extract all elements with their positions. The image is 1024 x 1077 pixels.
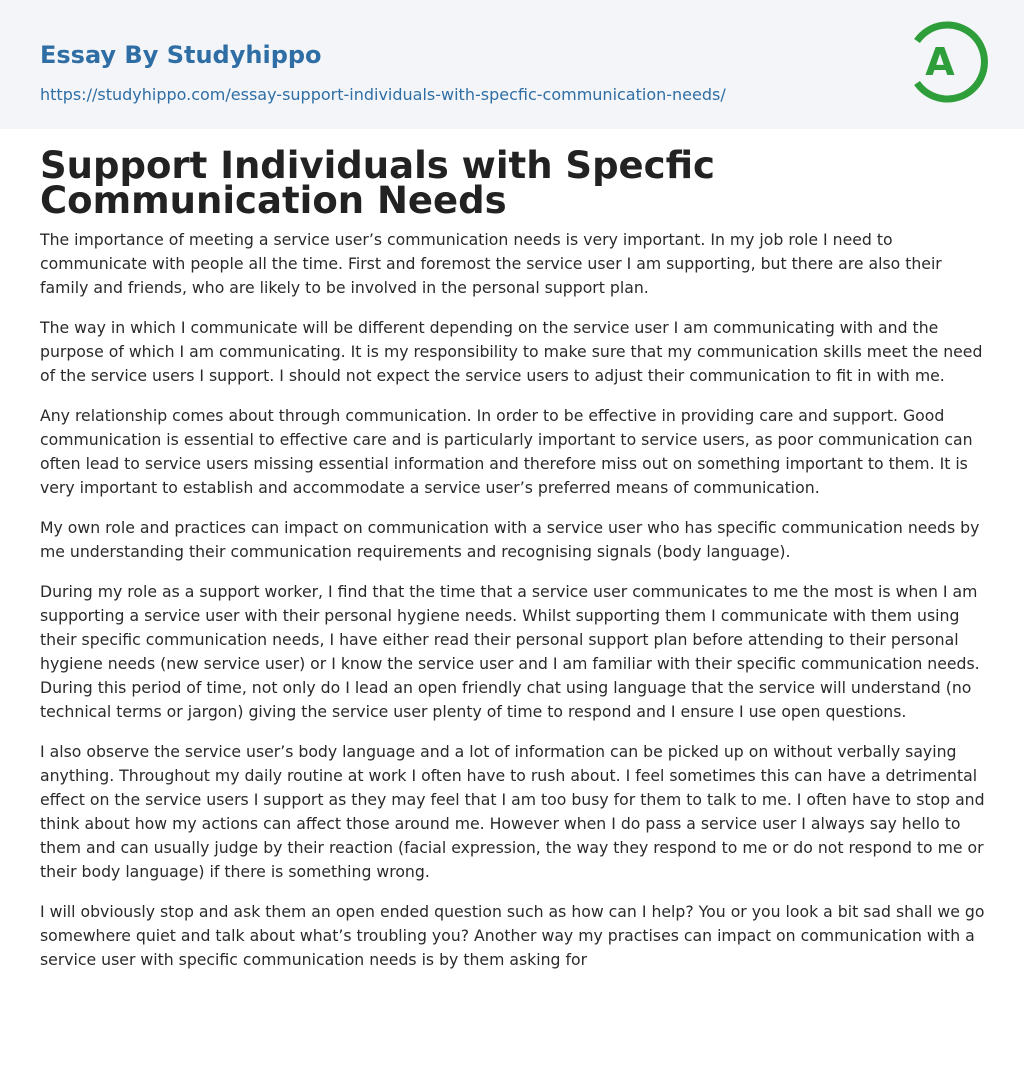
studyhippo-logo[interactable] [910, 18, 988, 106]
article-paragraph: The way in which I communicate will be different depending on the service user I am communicating with and the purpose of which I am communicating. It is my responsibility to make sure that my communication skills meet the need of the service users I support. I should not expect the service users to adjust their communication to fit in with me. [40, 318, 983, 385]
article-title: Support Individuals with Specfic Communication Needs [40, 144, 715, 222]
site-brand[interactable]: Essay By Studyhippo [40, 41, 322, 69]
article-paragraph: My own role and practices can impact on communication with a service user who has specific communication needs by me understanding their communication requirements and recognising signals (body language). [40, 518, 980, 561]
article-paragraph: During my role as a support worker, I find that the time that a service user communicates to me the most is when I am supporting a service user with their personal hygiene needs. Whilst supporting them I communicate with them using their specific communication needs, I have either read their personal support plan before attending to their personal hygiene needs (new service user) or I know the service user and I am familiar with their specific communication needs. During this period of time, not only do I lead an open friendly chat using language that the service will understand (no technical terms or jargon) giving the service user plenty of time to respond and I ensure I use open questions. [40, 582, 980, 721]
article-paragraph: I also observe the service user’s body language and a lot of information can be picked up on without verbally saying anything. Throughout my daily routine at work I often have to rush about. I feel sometimes this can have a detrimental effect on the service users I support as they may feel that I am too busy for them to talk to me. I often have to stop and think about how my actions can affect those around me. However when I do pass a service user I always say hello to them and can usually judge by their reaction (facial expression, the way they respond to me or do not respond to me or their body language) if there is something wrong. [40, 742, 985, 881]
site-header [0, 0, 1024, 129]
article-body [40, 228, 985, 988]
article-paragraph: The importance of meeting a service user’s communication needs is very important. In my job role I need to communicate with people all the time. First and foremost the service user I am supporting, but there are also their family and friends, who are likely to be involved in the personal support plan. [40, 230, 942, 297]
logo-letter: A [925, 40, 955, 84]
article-url-link[interactable]: https://studyhippo.com/essay-support-individuals-with-specfic-communication-needs/ [40, 85, 726, 104]
logo-a-icon [910, 18, 988, 106]
article-paragraph: I will obviously stop and ask them an open ended question such as how can I help? You or you look a bit sad shall we go somewhere quiet and talk about what’s troubling you? Another way my practises can impact on communication with a service user with specific communication needs is by them asking for [40, 902, 985, 969]
article-paragraph: Any relationship comes about through communication. In order to be effective in providing care and support. Good communication is essential to effective care and is particularly important to service users, as poor communication can often lead to service users missing essential information and therefore miss out on something important to them. It is very important to establish and accommodate a service user’s preferred means of communication. [40, 406, 973, 497]
